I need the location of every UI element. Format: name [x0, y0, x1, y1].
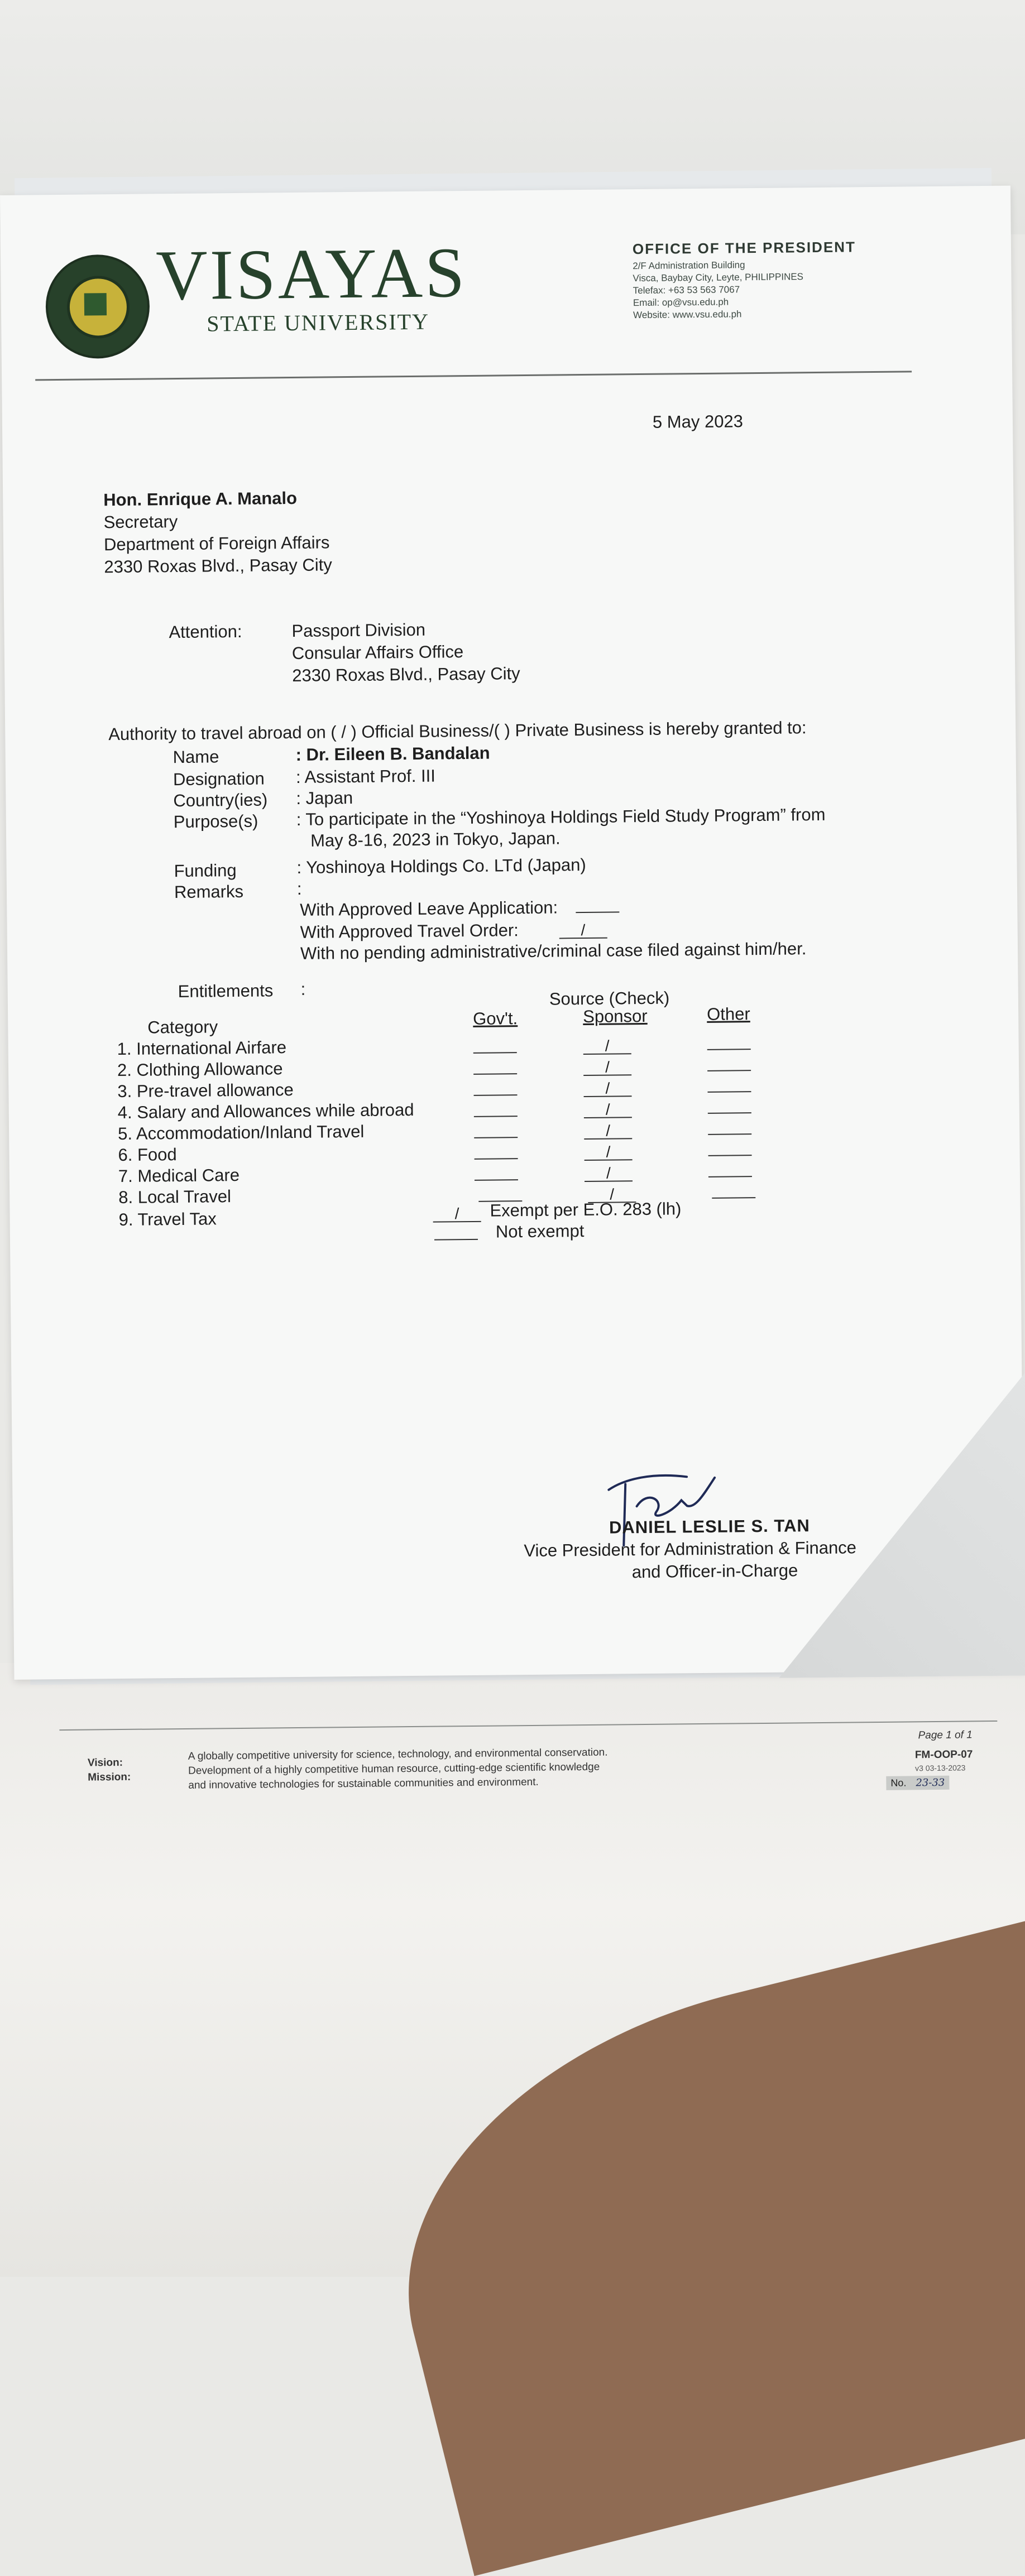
- entitlement-label: International Airfare: [136, 1037, 287, 1059]
- letter-date: 5 May 2023: [652, 411, 744, 432]
- form-code: FM-OOP-07: [914, 1748, 973, 1761]
- source-check-header: Source (Check): [549, 988, 670, 1009]
- entitlement-number: 3.: [117, 1081, 132, 1102]
- other-blank: [708, 1146, 751, 1156]
- entitlement-row: [117, 1037, 287, 1059]
- control-number-value: 23-33: [916, 1776, 945, 1789]
- entitlement-number: 5.: [117, 1123, 133, 1144]
- attention-label: Attention:: [169, 621, 242, 642]
- entitlements-label: Entitlements: [178, 981, 274, 1002]
- entitlement-row: [118, 1100, 414, 1123]
- govt-blank: [473, 1064, 517, 1075]
- purpose-label: Purpose(s): [173, 811, 258, 832]
- brand-subtitle: STATE UNIVERSITY: [207, 309, 430, 337]
- purpose-value-cont: May 8-16, 2023 in Tokyo, Japan.: [310, 828, 561, 850]
- addressee-address: 2330 Roxas Blvd., Pasay City: [104, 555, 332, 577]
- page-number: Page 1 of 1: [918, 1729, 973, 1742]
- mission-label: Mission:: [88, 1771, 131, 1784]
- other-blank: [707, 1082, 751, 1093]
- entitlement-number: 7.: [118, 1166, 133, 1186]
- govt-blank: [474, 1149, 518, 1160]
- addressee-department: Department of Foreign Affairs: [103, 532, 330, 555]
- entitlement-label: Salary and Allowances while abroad: [137, 1099, 414, 1122]
- entitlement-number: 1.: [117, 1039, 132, 1059]
- attention-line: 2330 Roxas Blvd., Pasay City: [292, 664, 520, 686]
- other-blank: [708, 1167, 752, 1178]
- designation-value: : Assistant Prof. III: [295, 766, 436, 787]
- sponsor-check: /: [583, 1082, 631, 1097]
- remark-travel-order-text: With Approved Travel Order:: [300, 920, 519, 942]
- designation-label: Designation: [173, 768, 265, 790]
- funding-label: Funding: [174, 860, 237, 881]
- govt-blank: [473, 1085, 517, 1096]
- sponsor-check: /: [585, 1167, 633, 1182]
- signatory-name: DANIEL LESLIE S. TAN: [609, 1516, 811, 1537]
- form-version: v3 03-13-2023: [915, 1763, 966, 1773]
- remark-travel-order-check: /: [559, 924, 607, 939]
- authority-statement: Authority to travel abroad on ( / ) Official Business/( ) Private Business is hereby granted to:: [108, 718, 807, 744]
- office-telefax: Telefax: +63 53 563 7067: [633, 284, 740, 296]
- col-other-header: Other: [706, 1004, 750, 1024]
- other-blank: [707, 1040, 751, 1050]
- other-blank: [708, 1124, 751, 1135]
- category-header: Category: [147, 1017, 218, 1037]
- col-sponsor-header: Sponsor: [583, 1006, 648, 1027]
- entitlement-number: 6.: [118, 1145, 133, 1165]
- entitlement-row: [117, 1059, 283, 1080]
- office-address-line: Visca, Baybay City, Leyte, PHILIPPINES: [633, 271, 804, 284]
- remark-leave: [300, 897, 620, 920]
- document-page: [0, 186, 1024, 1791]
- travel-tax-exempt-check: /: [433, 1208, 481, 1223]
- country-label: Country(ies): [173, 790, 268, 811]
- travel-tax-label: Travel Tax: [137, 1209, 217, 1229]
- signatory-position-cont: and Officer-in-Charge: [631, 1560, 798, 1582]
- letterhead-divider: [35, 371, 912, 381]
- other-blank: [712, 1188, 755, 1199]
- entitlements-colon: :: [300, 979, 306, 999]
- entitlement-label: Accommodation/Inland Travel: [136, 1121, 365, 1143]
- office-title: OFFICE OF THE PRESIDENT: [632, 238, 856, 258]
- brand-name: VISAYAS: [155, 232, 467, 315]
- page-corner-fold: [776, 1363, 1025, 1678]
- name-value: : Dr. Eileen B. Bandalan: [295, 743, 490, 765]
- sponsor-check: /: [583, 1040, 631, 1055]
- govt-blank: [475, 1170, 518, 1181]
- other-blank: [708, 1103, 751, 1114]
- travel-tax-not-exempt-blank: [434, 1230, 478, 1241]
- entitlement-number: 4.: [117, 1102, 132, 1123]
- purpose-value: : To participate in the “Yoshinoya Holdings Field Study Program” from: [296, 804, 826, 829]
- remark-travel-order: [300, 920, 607, 943]
- remark-leave-blank: [576, 902, 620, 913]
- office-address-line: 2/F Administration Building: [633, 259, 745, 272]
- office-email: Email: op@vsu.edu.ph: [633, 296, 729, 309]
- entitlement-row: [118, 1165, 240, 1186]
- university-seal-icon: [45, 254, 150, 359]
- mission-text-cont: and innovative technologies for sustainable communities and environment.: [188, 1776, 539, 1791]
- vision-label: Vision:: [87, 1757, 123, 1769]
- travel-tax-not-exempt: Not exempt: [495, 1221, 585, 1242]
- entitlement-label: Local Travel: [137, 1186, 232, 1207]
- sponsor-check: /: [584, 1103, 632, 1118]
- addressee-name: Hon. Enrique A. Manalo: [103, 488, 298, 510]
- sponsor-check: /: [588, 1188, 636, 1203]
- entitlement-number: 8.: [118, 1187, 133, 1208]
- entitlement-number: 9.: [118, 1209, 133, 1230]
- entitlement-row: [118, 1122, 364, 1144]
- govt-blank: [474, 1128, 518, 1138]
- sponsor-check: /: [584, 1124, 632, 1140]
- sponsor-check: /: [584, 1146, 632, 1161]
- remarks-label: Remarks: [174, 881, 244, 902]
- mission-text: Development of a highly competitive human resource, cutting-edge scientific knowledge: [188, 1761, 600, 1777]
- office-website: Website: www.vsu.edu.ph: [633, 309, 742, 321]
- other-blank: [707, 1061, 751, 1071]
- entitlement-number: 2.: [117, 1060, 132, 1080]
- entitlement-row: [117, 1080, 294, 1102]
- attention-line: Consular Affairs Office: [291, 642, 464, 664]
- funding-value: : Yoshinoya Holdings Co. LTd (Japan): [296, 854, 586, 877]
- sponsor-check: /: [583, 1061, 631, 1076]
- entitlement-label: Food: [137, 1145, 177, 1165]
- name-label: Name: [173, 747, 219, 767]
- govt-blank: [473, 1043, 517, 1054]
- attention-line: Passport Division: [291, 619, 426, 641]
- entitlement-row: [118, 1145, 176, 1165]
- entitlement-label: Pre-travel allowance: [136, 1080, 294, 1101]
- col-govt-header: Gov't.: [473, 1008, 518, 1029]
- addressee-title: Secretary: [103, 511, 178, 532]
- entitlement-row: [118, 1186, 231, 1208]
- travel-tax-row: [118, 1209, 217, 1230]
- entitlement-label: Clothing Allowance: [136, 1059, 283, 1080]
- remark-no-case: With no pending administrative/criminal case filed against him/her.: [300, 939, 807, 963]
- remarks-colon: :: [296, 878, 302, 898]
- country-value: : Japan: [296, 787, 353, 808]
- control-number-box: [886, 1776, 949, 1790]
- signatory-position: Vice President for Administration & Finance: [524, 1537, 857, 1561]
- remark-leave-text: With Approved Leave Application:: [300, 897, 558, 920]
- control-number-label: No.: [890, 1777, 907, 1789]
- travel-tax-exempt: Exempt per E.O. 283 (lh): [490, 1199, 682, 1220]
- govt-blank: [474, 1107, 518, 1117]
- entitlement-label: Medical Care: [137, 1165, 240, 1186]
- vision-text: A globally competitive university for science, technology, and environmental conservation.: [188, 1746, 608, 1762]
